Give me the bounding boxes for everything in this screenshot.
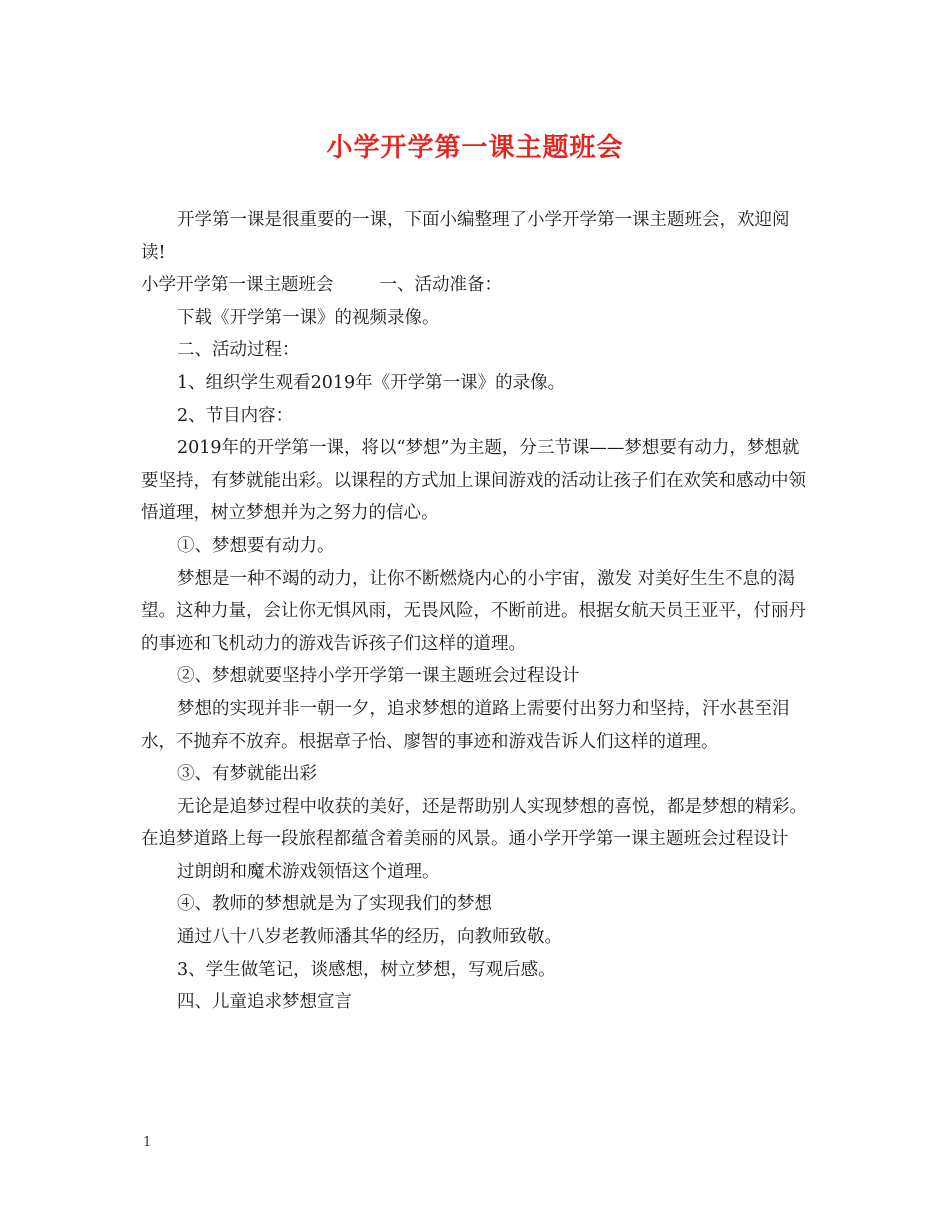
section-line-right: 一、活动准备： <box>379 275 502 296</box>
paragraph-dream-power-body: 梦想是一种不竭的动力，让你不断燃烧内心的小宇宙，激发 对美好生生不息的渴望。这种力量，会让你无惧风雨，无畏风险，不断前进。根据女航天员王亚平，付丽丹的事迹和飞机动力的游戏告诉孩子们这样的道理。 <box>141 568 806 654</box>
paragraph-dream-shine-tail: 过朗朗和魔术游戏领悟这个道理。 <box>177 861 440 882</box>
paragraph-program-description: 2019年的开学第一课，将以“梦想”为主题，分三节课——梦想要有动力，梦想就要坚持，有梦就能出彩。以课程的方式加上课间游戏的活动让孩子们在欢笑和感动中领悟道理，树立梦想并为之努力的信心。 <box>141 438 806 524</box>
paragraph-program-content: 2、节目内容： <box>177 405 294 426</box>
paragraph-dream-shine-heading: ③、有梦就能出彩 <box>177 764 317 785</box>
paragraph-student-notes: 3、学生做笔记，谈感想，树立梦想，写观后感。 <box>177 959 556 980</box>
document-body <box>141 204 813 1019</box>
paragraph-dream-persist-body: 梦想的实现并非一朝一夕，追求梦想的道路上需要付出努力和坚持，汗水甚至泪水，不抛弃不放弃。根据章子怡、廖智的事迹和游戏告诉人们这样的道理。 <box>141 698 790 752</box>
paragraph-teacher-dream-heading: ④、教师的梦想就是为了实现我们的梦想 <box>177 894 492 915</box>
document-title: 小学开学第一课主题班会 <box>326 133 624 163</box>
paragraph-dream-power-heading: ①、梦想要有动力。 <box>177 535 335 556</box>
paragraph-children-declaration: 四、儿童追求梦想宣言 <box>177 992 352 1013</box>
paragraph-dream-persist-heading: ②、梦想就要坚持小学开学第一课主题班会过程设计 <box>177 666 580 687</box>
page-number: 1 <box>143 1135 152 1150</box>
paragraph-dream-shine-body: 无论是追梦过程中收获的美好，还是帮助别人实现梦想的喜悦，都是梦想的精彩。在追梦道路上每一段旅程都蕴含着美丽的风景。通小学开学第一课主题班会过程设计 <box>141 796 807 850</box>
section-heading-line <box>141 269 813 302</box>
section-line-left: 小学开学第一课主题班会 <box>141 275 334 296</box>
paragraph-download: 下载《开学第一课》的视频录像。 <box>177 307 440 328</box>
paragraph-teacher-dream-body: 通过八十八岁老教师潘其华的经历，向教师致敬。 <box>177 927 562 948</box>
paragraph-activity-process: 二、活动过程： <box>177 340 300 361</box>
paragraph-watch-video: 1、组织学生观看2019年《开学第一课》的录像。 <box>177 372 566 393</box>
intro-paragraph: 开学第一课是很重要的一课，下面小编整理了小学开学第一课主题班会，欢迎阅读! <box>141 210 790 263</box>
